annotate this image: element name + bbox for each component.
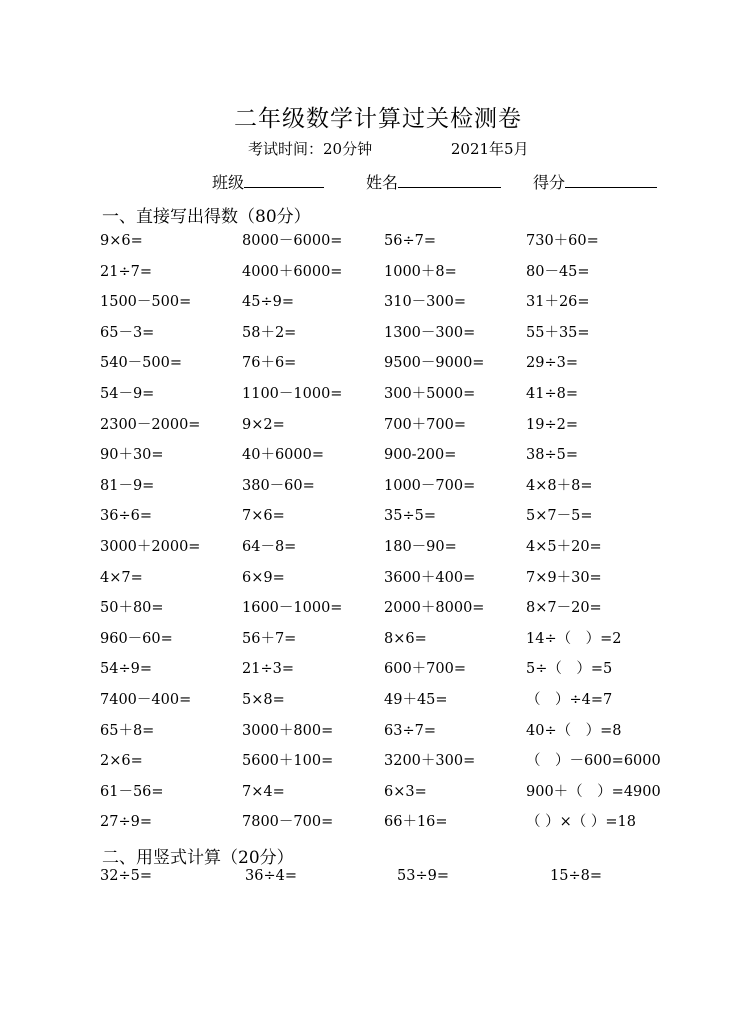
problem: 58＋2= (242, 324, 297, 341)
name-blank[interactable] (398, 171, 501, 188)
problem: 1500－500= (100, 294, 192, 311)
problem: 55＋35= (526, 324, 590, 341)
problem: （ ）÷4=7 (526, 691, 613, 708)
problem: 3000＋800= (242, 722, 334, 739)
problem-row (100, 445, 720, 476)
problem-row (100, 629, 720, 660)
problem: 45÷9= (242, 294, 294, 311)
problem: 310－300= (384, 294, 467, 311)
problem: 540－500= (100, 355, 183, 372)
problem: 19÷2= (526, 416, 578, 433)
problem: 54－9= (100, 385, 155, 402)
problem: 1100－1000= (242, 385, 343, 402)
problem-row (100, 659, 720, 690)
problem: 64－8= (242, 538, 297, 555)
problem: 56÷7= (384, 233, 436, 249)
problem: 700＋700= (384, 416, 467, 433)
problem: 8000－6000= (242, 233, 343, 249)
problem: 4×7= (100, 569, 143, 586)
problem: 4×8＋8= (526, 477, 593, 494)
problem: 9×2= (242, 416, 285, 433)
problem: 65＋8= (100, 722, 155, 739)
problem: 2300－2000= (100, 416, 201, 433)
problem: 1300－300= (384, 324, 476, 341)
vertical-problem: 32÷5= (100, 868, 152, 884)
problem: 63÷7= (384, 722, 436, 739)
problem: 1000－700= (384, 477, 476, 494)
problem: 180－90= (384, 538, 457, 555)
problem: 7800－700= (242, 814, 334, 831)
problem: 21÷7= (100, 263, 152, 280)
problem: 56＋7= (242, 630, 297, 647)
class-blank[interactable] (244, 171, 324, 188)
problem: 8×7－20= (526, 600, 602, 617)
problem: 66＋16= (384, 814, 448, 831)
problem: 65－3= (100, 324, 155, 341)
problem: 61－56= (100, 783, 164, 800)
page-title: 二年级数学计算过关检测卷 (234, 106, 522, 132)
problem: 50＋80= (100, 600, 164, 617)
problem: 3600＋400= (384, 569, 476, 586)
problem-row (100, 323, 720, 354)
problem: 600＋700= (384, 661, 467, 678)
problem-row (100, 415, 720, 446)
problem: 9500－9000= (384, 355, 485, 372)
name-field[interactable] (366, 170, 501, 193)
problem: 31＋26= (526, 294, 590, 311)
problem: 4×5＋20= (526, 538, 602, 555)
problem-row (100, 353, 720, 384)
problem: 7×6= (242, 508, 285, 525)
problem: 41÷8= (526, 385, 578, 402)
problem: 3000＋2000= (100, 538, 201, 555)
problem: 4000＋6000= (242, 263, 343, 280)
problem: 36÷6= (100, 508, 152, 525)
problem: 7×4= (242, 783, 285, 800)
problem-row (100, 690, 720, 721)
exam-date: 2021年5月 (450, 140, 529, 158)
problem: 7×9＋30= (526, 569, 602, 586)
problem: 27÷9= (100, 814, 152, 831)
problem-row (100, 476, 720, 507)
problem: 90＋30= (100, 447, 164, 464)
problem: 40÷（ ）=8 (526, 722, 622, 739)
problem: 80－45= (526, 263, 590, 280)
problem-row (100, 782, 720, 813)
problem: 2×6= (100, 753, 143, 770)
problem-row (100, 812, 720, 843)
problem-row (100, 721, 720, 752)
problem: 14÷（ ）=2 (526, 630, 622, 647)
class-label: 班级 (212, 173, 245, 192)
problem: 3200＋300= (384, 753, 476, 770)
problem: 40＋6000= (242, 447, 325, 464)
problem: 81－9= (100, 477, 155, 494)
problem: 300＋5000= (384, 385, 476, 402)
problem-row (100, 598, 720, 629)
problem: 900-200= (384, 447, 457, 464)
problem: 2000＋8000= (384, 600, 485, 617)
problem-row (100, 292, 720, 323)
exam-info (248, 138, 529, 159)
problem: 9×6= (100, 233, 143, 249)
problem: 5600＋100= (242, 753, 334, 770)
problem: （ ）×（ ）=18 (526, 814, 636, 831)
problem: 1000＋8= (384, 263, 457, 280)
problem-row (100, 751, 720, 782)
problem: 8×6= (384, 630, 427, 647)
problem: 5÷（ ）=5 (526, 661, 613, 678)
problem: （ ）－600=6000 (526, 753, 661, 770)
problem: 380－60= (242, 477, 315, 494)
problem-row (100, 568, 720, 599)
vertical-calc-row (100, 866, 720, 888)
problem: 7400－400= (100, 691, 192, 708)
problem-grid (100, 231, 720, 843)
problem: 49＋45= (384, 691, 448, 708)
problem: 21÷3= (242, 661, 294, 678)
problem: 76＋6= (242, 355, 297, 372)
name-label: 姓名 (366, 173, 399, 192)
section-1-heading: 一、直接写出得数（80分） (102, 207, 311, 227)
score-label: 得分 (533, 173, 566, 192)
problem-row (100, 231, 720, 262)
problem-row (100, 537, 720, 568)
score-blank[interactable] (565, 171, 657, 188)
vertical-problem: 53÷9= (397, 868, 449, 884)
problem: 1600－1000= (242, 600, 343, 617)
problem: 38÷5= (526, 447, 578, 464)
problem: 5×8= (242, 691, 285, 708)
problem-row (100, 384, 720, 415)
problem: 6×3= (384, 783, 427, 800)
problem: 900＋（ ）=4900 (526, 783, 661, 800)
vertical-problem: 36÷4= (245, 868, 297, 884)
problem: 5×7－5= (526, 508, 593, 525)
problem: 6×9= (242, 569, 285, 586)
score-field[interactable] (533, 170, 657, 193)
problem-row (100, 262, 720, 293)
problem: 35÷5= (384, 508, 436, 525)
class-field[interactable] (212, 170, 324, 193)
problem: 730＋60= (526, 233, 599, 249)
problem: 29÷3= (526, 355, 578, 372)
section-2-heading: 二、用竖式计算（20分） (102, 848, 294, 868)
problem: 960－60= (100, 630, 173, 647)
vertical-problem: 15÷8= (550, 868, 602, 884)
problem-row (100, 506, 720, 537)
exam-time: 考试时间：20分钟 (248, 140, 373, 158)
problem: 54÷9= (100, 661, 152, 678)
